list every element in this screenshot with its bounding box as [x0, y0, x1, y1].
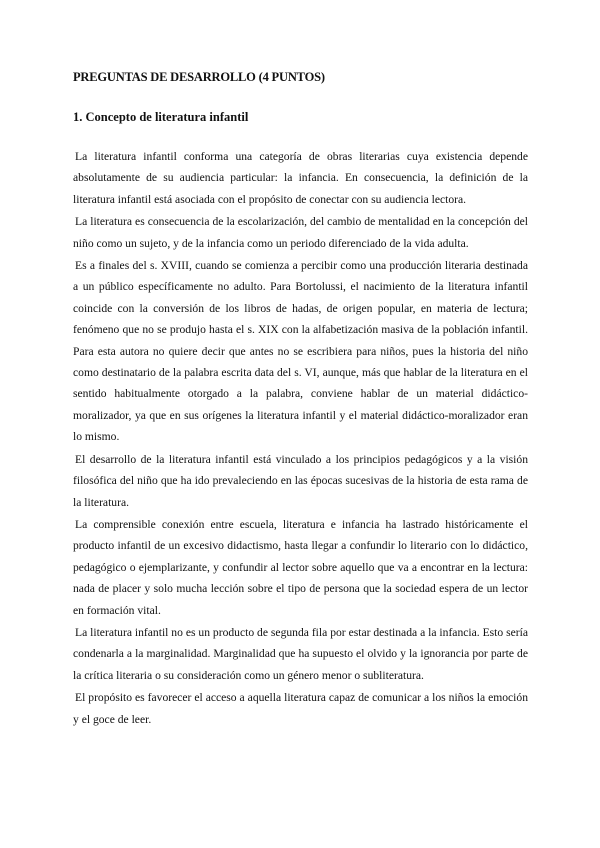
paragraph: La comprensible conexión entre escuela, literatura e infancia ha lastrado históricamente el producto infantil de un excesivo didactismo, hasta llegar a confundir lo literario con lo didáctico, pedagógico o ejemplarizante, y confundir al lector sobre aquello que va a encontrar en la lectura: nada de placer y solo mucha lección sobre el tipo de persona que la sociedad espera de un lector en formación vital. — [73, 517, 528, 617]
paragraph: El propósito es favorecer el acceso a aquella literatura capaz de comunicar a los niños la emoción y el goce de leer. — [73, 691, 528, 726]
paragraph: La literatura infantil conforma una categoría de obras literarias cuya existencia depende absolutamente de su audiencia particular: la infancia. En consecuencia, la definición de la literatura infantil está asociada con el propósito de conectar con su audiencia lectora. — [73, 150, 528, 206]
document-body — [73, 146, 528, 730]
section-heading: 1. Concepto de literatura infantil — [73, 110, 249, 124]
paragraph: Es a finales del s. XVIII, cuando se comienza a percibir como una producción literaria destinada a un público específicamente no adulto. Para Bortolussi, el nacimiento de la literatura infantil coincide con la conversión de los libros de hadas, de origen popular, en materia de lectura; fenómeno que no se produjo hasta el s. XIX con la alfabetización masiva de la población infantil. Para esta autora no quiere decir que antes no se escribiera para niños, pues la historia del niño como destinatario de la palabra escrita data del s. VI, aunque, más que hablar de la literatura en el sentido habitualmente otorgado a la palabra, conviene hablar de un material didáctico-moralizador, ya que en sus orígenes la literatura infantil y el material didáctico-moralizador eran lo mismo. — [73, 259, 528, 444]
paragraph: La literatura es consecuencia de la escolarización, del cambio de mentalidad en la concepción del niño como un sujeto, y de la infancia como un periodo diferenciado de la vida adulta. — [73, 215, 528, 250]
paragraph: El desarrollo de la literatura infantil está vinculado a los principios pedagógicos y a la visión filosófica del niño que ha ido prevaleciendo en las épocas sucesivas de la historia de esta rama de la literatura. — [73, 452, 528, 509]
page-title: PREGUNTAS DE DESARROLLO (4 PUNTOS) — [73, 70, 325, 84]
paragraph: La literatura infantil no es un producto de segunda fila por estar destinada a la infancia. Esto sería condenarla a la marginalidad. Marginalidad que ha supuesto el olvido y la ignorancia por parte de la crítica literaria o su consideración como un género menor o subliteratura. — [73, 625, 528, 682]
